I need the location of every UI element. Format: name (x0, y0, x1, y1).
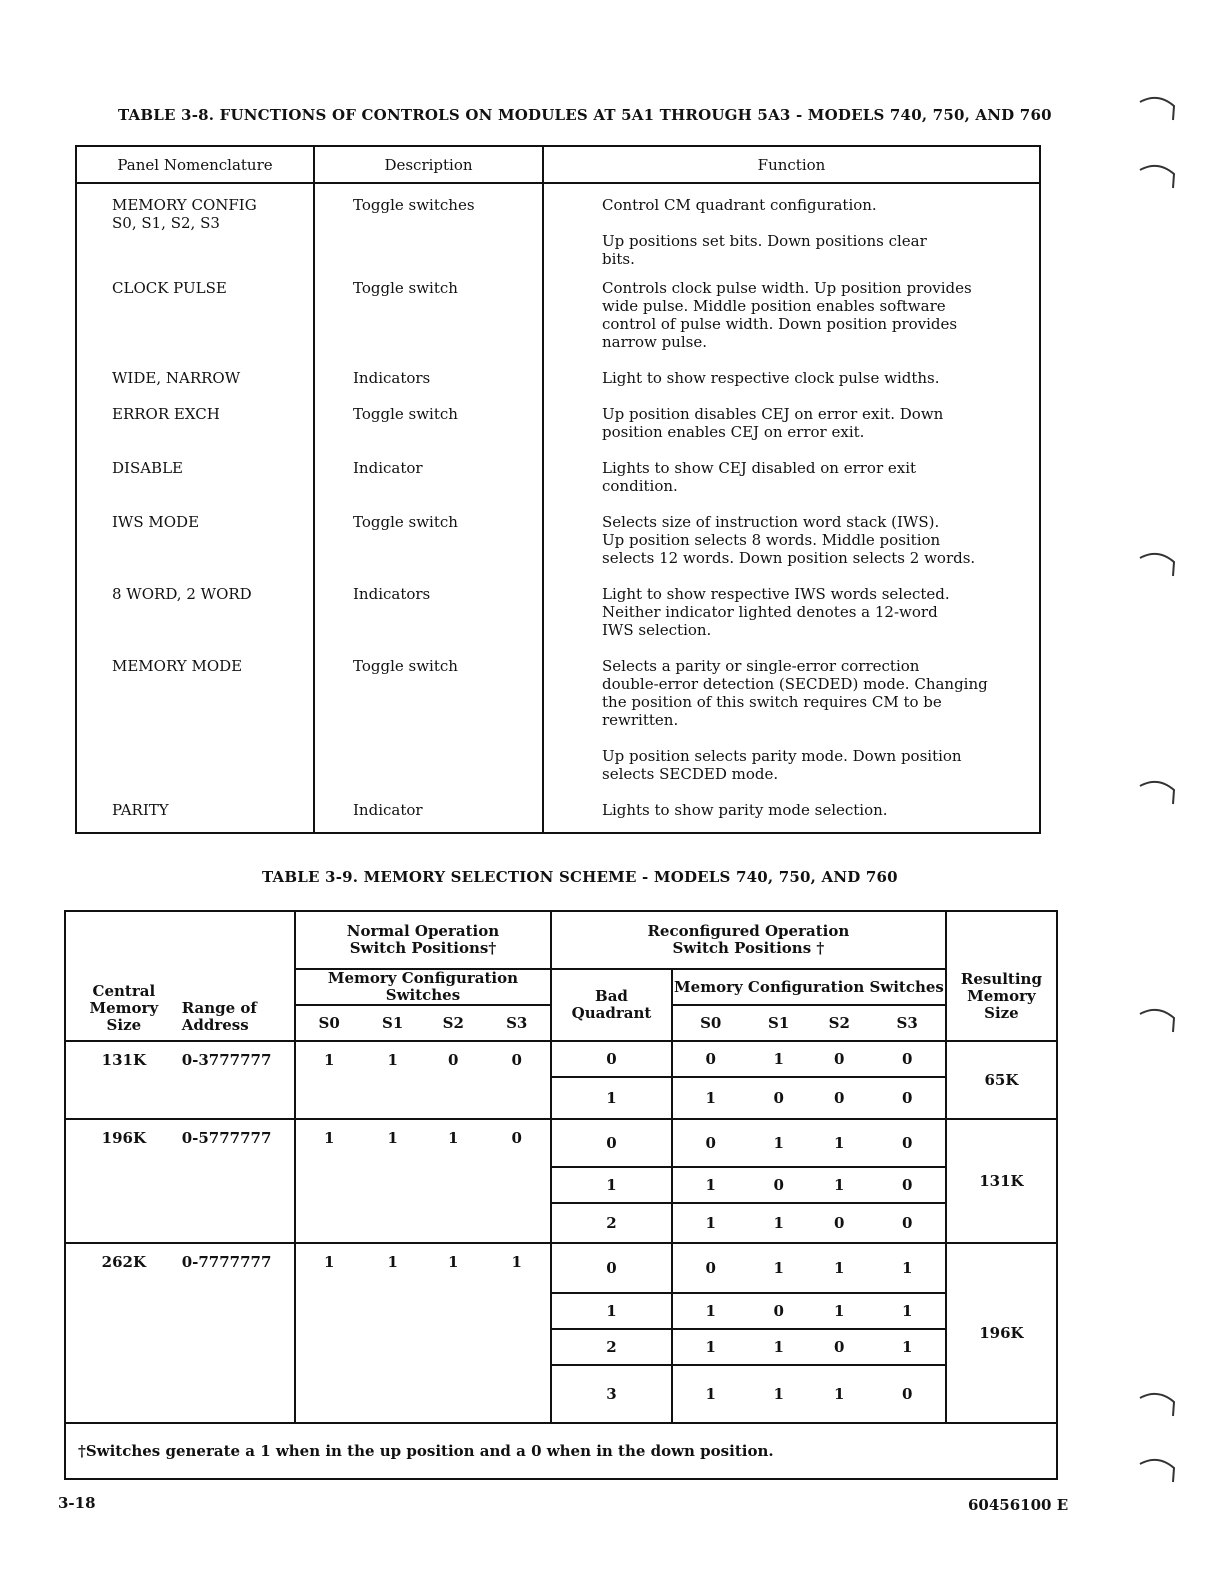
normal-switch-s2-cell: 1 (423, 1243, 484, 1423)
reconfig-switch-s2-cell: 0 (809, 1329, 870, 1365)
nomenclature-text: PARITY (112, 801, 169, 819)
reconfig-switch-s0-cell: 0 (672, 1119, 748, 1167)
normal-switch-s2-cell: 1 (423, 1119, 484, 1243)
normal-switch-s3-cell: 0 (484, 1119, 551, 1243)
function-cell (543, 653, 1040, 797)
panel-nomenclature-cell (76, 183, 314, 275)
description-text: Indicator (353, 801, 423, 819)
bad-quadrant-cell: 1 (551, 1293, 672, 1329)
resulting-memory-size-cell: 131K (946, 1119, 1057, 1243)
nomenclature-text: IWS MODE (112, 513, 200, 531)
nomenclature-text: WIDE, NARROW (112, 369, 241, 387)
normal-switch-s3-cell: 1 (484, 1243, 551, 1423)
reconfig-switch-s1-cell: 1 (748, 1119, 809, 1167)
page-number: 3-18 (58, 1494, 96, 1512)
column-header: Function (543, 146, 1040, 183)
table-3-8-title: TABLE 3-8. FUNCTIONS OF CONTROLS ON MODULES AT 5A1 THROUGH 5A3 - MODELS 740, 750, AND 760 (118, 106, 1052, 124)
function-text: Control CM quadrant configuration. (602, 196, 877, 214)
bad-quadrant-cell: 2 (551, 1203, 672, 1243)
switch-header-s1: S1 (362, 1005, 423, 1041)
description-cell (314, 509, 543, 581)
reconfig-switch-s2-cell: 1 (809, 1119, 870, 1167)
description-text: Toggle switch (353, 405, 458, 423)
description-text: Toggle switches (353, 196, 475, 214)
reconfig-switch-s0-cell: 1 (672, 1293, 748, 1329)
reconfig-switch-s2-cell: 0 (809, 1041, 870, 1077)
switch-header-s2: S2 (809, 1005, 870, 1041)
column-header: Panel Nomenclature (76, 146, 314, 183)
reconfig-switch-s1-cell: 1 (748, 1329, 809, 1365)
reconfig-switch-s0-cell: 1 (672, 1203, 748, 1243)
panel-nomenclature-cell (76, 509, 314, 581)
binder-mark-icon (1138, 1004, 1178, 1034)
nomenclature-text: CLOCK PULSE (112, 279, 227, 297)
reconfig-switch-s1-cell: 1 (748, 1365, 809, 1423)
reconfig-switch-s2-cell: 1 (809, 1293, 870, 1329)
normal-switch-s1-cell: 1 (362, 1119, 423, 1243)
reconfig-switch-s0-cell: 0 (672, 1243, 748, 1293)
bad-quadrant-cell: 0 (551, 1041, 672, 1077)
reconfig-switch-s3-cell: 1 (870, 1243, 946, 1293)
reconfig-switch-s3-cell: 1 (870, 1329, 946, 1365)
reconfig-switch-s3-cell: 0 (870, 1203, 946, 1243)
function-text: Lights to show parity mode selection. (602, 801, 888, 819)
bad-quadrant-cell: 3 (551, 1365, 672, 1423)
range-of-address-cell: 0-7777777 (182, 1243, 295, 1423)
central-memory-size-cell: 131K (65, 1041, 182, 1119)
function-text: Selects size of instruction word stack (IWS). Up position selects 8 words. Middle position selects 12 words. Down position selects 2 words. (602, 513, 976, 567)
switch-header-s0: S0 (295, 1005, 362, 1041)
table-row (65, 1041, 1057, 1077)
description-cell (314, 401, 543, 455)
description-cell (314, 275, 543, 365)
function-cell (543, 401, 1040, 455)
function-text: Selects a parity or single-error correction double-error detection (SECDED) mode. Changing the position of this switch requires CM to be rewritten. (602, 657, 988, 729)
panel-nomenclature-cell (76, 365, 314, 401)
function-text: Light to show respective IWS words selected. Neither indicator lighted denotes a 12-word IWS selection. (602, 585, 950, 639)
description-cell (314, 455, 543, 509)
reconfig-switch-s0-cell: 1 (672, 1077, 748, 1119)
description-cell (314, 183, 543, 275)
resulting-memory-size-cell: 196K (946, 1243, 1057, 1423)
function-text: Controls clock pulse width. Up position provides wide pulse. Middle position enables software control of pulse width. Down position provides narrow pulse. (602, 279, 972, 351)
reconfig-switch-s1-cell: 1 (748, 1243, 809, 1293)
function-cell (543, 275, 1040, 365)
panel-nomenclature-cell (76, 653, 314, 797)
reconfig-switch-s3-cell: 0 (870, 1041, 946, 1077)
description-text: Toggle switch (353, 279, 458, 297)
table-3-9-title: TABLE 3-9. MEMORY SELECTION SCHEME - MODELS 740, 750, AND 760 (262, 868, 898, 886)
footnote: †Switches generate a 1 when in the up position and a 0 when in the down position. (65, 1423, 1057, 1479)
table-row (76, 653, 1040, 797)
table-row (76, 275, 1040, 365)
normal-switch-s1-cell: 1 (362, 1041, 423, 1119)
central-memory-size-cell: 196K (65, 1119, 182, 1243)
normal-operation-header: Normal Operation Switch Positions† (295, 911, 551, 969)
reconfig-switch-s1-cell: 1 (748, 1041, 809, 1077)
reconfig-switch-s0-cell: 0 (672, 1041, 748, 1077)
normal-switch-s0-cell: 1 (295, 1243, 362, 1423)
reconfig-switch-s1-cell: 0 (748, 1293, 809, 1329)
nomenclature-text: MEMORY CONFIG S0, S1, S2, S3 (112, 196, 257, 232)
function-text: Up position selects parity mode. Down position selects SECDED mode. (602, 747, 962, 783)
range-of-address-header: Range of Address (182, 911, 295, 1041)
panel-nomenclature-cell (76, 797, 314, 833)
reconfig-switch-s0-cell: 1 (672, 1329, 748, 1365)
resulting-memory-size-cell: 65K (946, 1041, 1057, 1119)
function-cell (543, 509, 1040, 581)
bad-quadrant-header: Bad Quadrant (551, 969, 672, 1041)
description-cell (314, 581, 543, 653)
table-row (76, 581, 1040, 653)
table-row (65, 1243, 1057, 1293)
table-row (65, 1119, 1057, 1167)
panel-nomenclature-cell (76, 275, 314, 365)
bad-quadrant-cell: 2 (551, 1329, 672, 1365)
reconfig-switch-s0-cell: 1 (672, 1167, 748, 1203)
reconfig-switch-s3-cell: 0 (870, 1167, 946, 1203)
binder-mark-icon (1138, 1388, 1178, 1418)
switch-header-s1: S1 (748, 1005, 809, 1041)
switch-header-s3: S3 (870, 1005, 946, 1041)
table-row (76, 509, 1040, 581)
bad-quadrant-cell: 0 (551, 1243, 672, 1293)
binder-mark-icon (1138, 160, 1178, 190)
reconfig-switch-s3-cell: 1 (870, 1293, 946, 1329)
range-of-address-cell: 0-3777777 (182, 1041, 295, 1119)
reconfig-switch-s2-cell: 1 (809, 1167, 870, 1203)
panel-nomenclature-cell (76, 401, 314, 455)
reconfig-switch-s1-cell: 0 (748, 1167, 809, 1203)
memory-config-switches-header: Memory Configuration Switches (295, 969, 551, 1005)
header-row (65, 911, 1057, 969)
table-row (76, 401, 1040, 455)
reconfig-switch-s3-cell: 0 (870, 1119, 946, 1167)
table-row (76, 455, 1040, 509)
description-text: Toggle switch (353, 657, 458, 675)
central-memory-size-header: Central Memory Size (65, 911, 182, 1041)
range-of-address-cell: 0-5777777 (182, 1119, 295, 1243)
description-text: Indicator (353, 459, 423, 477)
description-text: Toggle switch (353, 513, 458, 531)
memory-config-switches-header: Memory Configuration Switches (672, 969, 946, 1005)
switch-header-s3: S3 (484, 1005, 551, 1041)
reconfig-switch-s3-cell: 0 (870, 1365, 946, 1423)
resulting-memory-size-header: Resulting Memory Size (946, 911, 1057, 1041)
table-3-8 (75, 145, 1041, 834)
table-3-9 (64, 910, 1058, 1480)
normal-switch-s0-cell: 1 (295, 1041, 362, 1119)
central-memory-size-cell: 262K (65, 1243, 182, 1423)
binder-mark-icon (1138, 1454, 1178, 1484)
nomenclature-text: ERROR EXCH (112, 405, 220, 423)
nomenclature-text: MEMORY MODE (112, 657, 243, 675)
table-row (76, 797, 1040, 833)
function-cell (543, 183, 1040, 275)
function-text: Up position disables CEJ on error exit. Down position enables CEJ on error exit. (602, 405, 944, 441)
table-row (76, 365, 1040, 401)
binder-mark-icon (1138, 92, 1178, 122)
reconfig-switch-s1-cell: 0 (748, 1077, 809, 1119)
switch-header-s2: S2 (423, 1005, 484, 1041)
reconfig-switch-s1-cell: 1 (748, 1203, 809, 1243)
description-text: Indicators (353, 585, 431, 603)
column-header: Description (314, 146, 543, 183)
binder-mark-icon (1138, 776, 1178, 806)
normal-switch-s1-cell: 1 (362, 1243, 423, 1423)
normal-switch-s3-cell: 0 (484, 1041, 551, 1119)
function-cell (543, 581, 1040, 653)
function-cell (543, 797, 1040, 833)
reconfig-switch-s3-cell: 0 (870, 1077, 946, 1119)
binder-mark-icon (1138, 548, 1178, 578)
normal-switch-s2-cell: 0 (423, 1041, 484, 1119)
switch-header-s0: S0 (672, 1005, 748, 1041)
function-text: Up positions set bits. Down positions clear bits. (602, 232, 927, 268)
description-cell (314, 653, 543, 797)
document-number: 60456100 E (968, 1496, 1069, 1514)
reconfig-switch-s0-cell: 1 (672, 1365, 748, 1423)
reconfig-switch-s2-cell: 1 (809, 1243, 870, 1293)
bad-quadrant-cell: 1 (551, 1077, 672, 1119)
function-cell (543, 455, 1040, 509)
table-row (76, 183, 1040, 275)
reconfig-switch-s2-cell: 0 (809, 1203, 870, 1243)
function-text: Light to show respective clock pulse widths. (602, 369, 940, 387)
reconfig-switch-s2-cell: 1 (809, 1365, 870, 1423)
description-cell (314, 797, 543, 833)
bad-quadrant-cell: 1 (551, 1167, 672, 1203)
normal-switch-s0-cell: 1 (295, 1119, 362, 1243)
nomenclature-text: 8 WORD, 2 WORD (112, 585, 252, 603)
reconfig-switch-s2-cell: 0 (809, 1077, 870, 1119)
nomenclature-text: DISABLE (112, 459, 183, 477)
footnote-row (65, 1423, 1057, 1479)
panel-nomenclature-cell (76, 581, 314, 653)
function-cell (543, 365, 1040, 401)
description-cell (314, 365, 543, 401)
reconfigured-operation-header: Reconfigured Operation Switch Positions † (551, 911, 946, 969)
description-text: Indicators (353, 369, 431, 387)
bad-quadrant-cell: 0 (551, 1119, 672, 1167)
function-text: Lights to show CEJ disabled on error exit condition. (602, 459, 917, 495)
panel-nomenclature-cell (76, 455, 314, 509)
